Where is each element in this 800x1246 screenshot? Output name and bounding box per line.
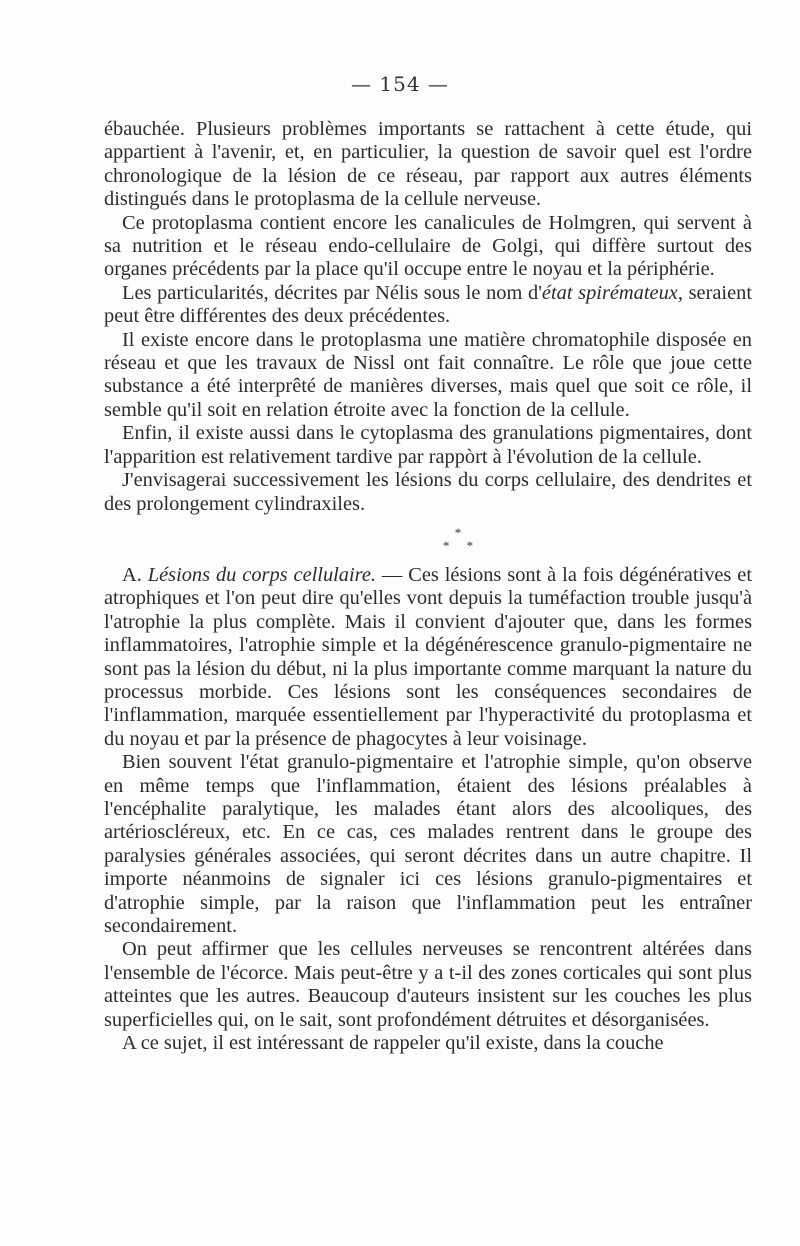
separator-stars-bottom: * * (442, 537, 474, 553)
paragraph-3-italic: état spirémateux, (541, 281, 683, 304)
paragraph-7-text: — Ces lésions sont à la fois dégénératives et atrophiques et l'on peut dire qu'elles vont depuis la tuméfaction trouble jusqu'à l'atrophie la plus complète. Mais il convient d'ajouter que, dans les formes inflammatoires, l'atrophie simple et la dégénérescence granulo-pigmentaire ne sont pas la lésion du début, ni la plus importante comme marquant la nature du processus morbide. Ces lésions sont les conséquences secondaires de l'inflammation, marquée essentiellement par l'hyperactivité du protoplasma et du noyau et par la présence de phagocytes à leur voisinage. (104, 563, 753, 750)
paragraph-9: On peut affirmer que les cellules nerveuses se rencontrent altérées dans l'ensemble de l'écorce. Mais peut-être y a t-il des zones corticales qui sont plus atteintes que les autres. Beaucoup d'auteurs insistent sur les couches les plus superficielles qui, on le sait, sont profondément détruites et désorganisées. (104, 938, 752, 1031)
paragraph-3-text-a: Les particularités, décrites par Nélis sous le nom d' (122, 281, 542, 304)
paragraph-10: A ce sujet, il est intéressant de rappeler qu'il existe, dans la couche (122, 1032, 664, 1055)
paragraph-5: Enfin, il existe aussi dans le cytoplasma des granulations pigmentaires, dont l'apparition est relativement tardive par rappòrt à l'évolution de la cellule. (104, 422, 752, 468)
paragraph-6: J'envisagerai successivement les lésions du corps cellulaire, des dendrites et des prolongement cylindraxiles. (104, 469, 752, 515)
section-label: A. (122, 563, 148, 586)
paragraph-3 (104, 282, 752, 329)
section-separator (164, 526, 752, 552)
page-number: — 154 — (351, 72, 449, 96)
section-heading: Lésions du corps cellulaire. (147, 563, 376, 586)
paragraph-2: Ce protoplasma contient encore les canalicules de Holmgren, qui servent à sa nutrition et le réseau endo-cellulaire de Golgi, qui diffère surtout des organes précédents par la place qu'il occupe entre le noyau et la périphérie. (104, 211, 752, 281)
separator-star-top: * (454, 524, 462, 540)
paragraph-8: Bien souvent l'état granulo-pigmentaire et l'atrophie simple, qu'on observe en même temps que l'inflammation, étaient des lésions préalables à l'encéphalite paralytique, les malades étant alors des alcooliques, des artérioscléreux, etc. En ce cas, ces malades rentrent dans le groupe des paralysies générales associées, qui seront décrites dans un autre chapitre. Il importe néanmoins de signaler ici ces lésions granulo-pigmentaires et d'atrophie simple, par la raison que l'inflammation peut les entraîner secondairement. (104, 751, 752, 937)
body-text (104, 118, 752, 1055)
paragraph-4: Il existe encore dans le protoplasma une matière chromatophile disposée en réseau et que les travaux de Nissl ont fait connaître. Le rôle que joue cette substance a été interprêté de manières diverses, mais quel que soit ce rôle, il semble qu'il soit en relation étroite avec la fonction de la cellule. (104, 328, 752, 421)
paragraph-3-text-b: seraient peut être différentes des deux précédentes. (104, 281, 752, 328)
paragraph-1: ébauchée. Plusieurs problèmes importants se rattachent à cette étude, qui appartient à l'avenir, et, en particulier, la question de savoir quel est l'ordre chronologique de la lésion de ce réseau, par rapport aux autres éléments distingués dans le protoplasma de la cellule nerveuse. (104, 118, 752, 211)
paragraph-7 (104, 564, 752, 751)
